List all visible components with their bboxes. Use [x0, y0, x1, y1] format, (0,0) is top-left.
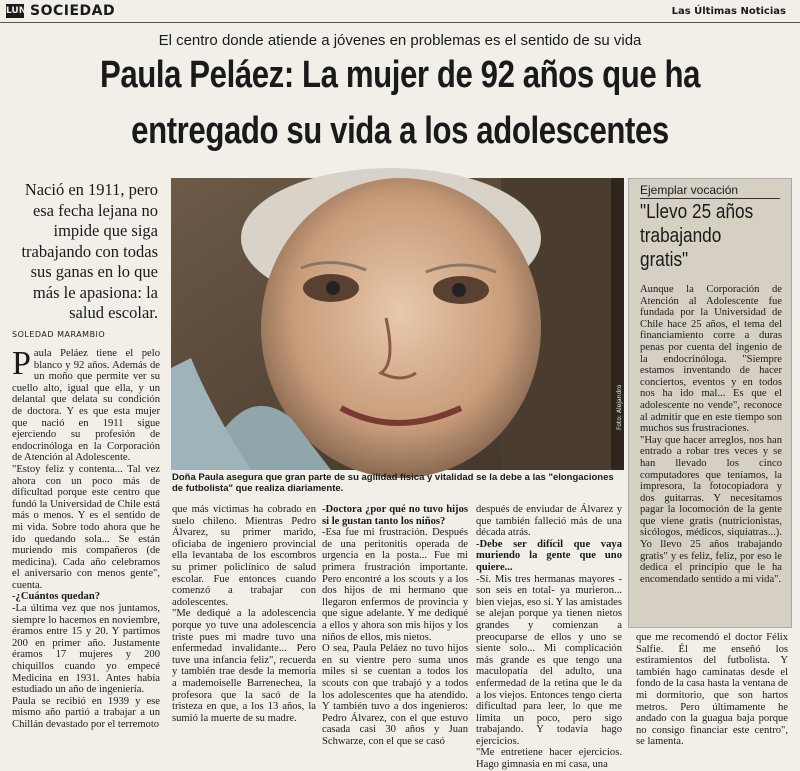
- article-deck: Nació en 1911, pero esa fecha lejana no impide que siga trabajando con todas sus ganas en lo que más le apasiona: la salud escolar.: [21, 180, 158, 322]
- article-column-1: [12, 345, 160, 748]
- portrait-illustration: [171, 178, 624, 470]
- article-paragraph: [12, 345, 160, 464]
- portrait-photo: [171, 178, 624, 470]
- article-paragraph: Paula se recibió en 1939 y ese mismo año partió a trabajar a un Chillán devastado por el terremoto: [12, 695, 160, 730]
- section-name: SOCIEDAD: [30, 3, 116, 19]
- newspaper-logo: LUN: [6, 6, 27, 16]
- article-paragraph: "Estoy feliz y contenta... Tal vez ahora con un poco más de dificultad porque este centro que fundó la Universidad de Chile está más o menos. Y es el sentido de mi vida. Sobre todo ahora que he ido quedando sola... Se están muriendo mis compañeros (de medicina). Cada año celebramos el aniversario con menos gente", cuenta.: [12, 463, 160, 591]
- article-column-4: [476, 504, 622, 771]
- article-paragraph: O sea, Paula Peláez no tuvo hijos en su vientre pero suma unos miles si se cuentan a todos los scouts con que trabajó y a todos los adolescentes que ha atendido. Y también tuvo a dos ingenieros: Pedro Álvarez, con el que estuvo casada casi 30 años y Juan Schwarze, con el que se casó: [322, 643, 468, 747]
- article-paragraph: "Me entretiene hacer ejercicios. Hago gimnasia en mi casa, una: [476, 747, 622, 771]
- headline-line-2: entregado su vida a los adolescentes: [131, 110, 669, 152]
- interview-question: -Debe ser difícil que vaya muriendo la gente que uno quiere...: [476, 538, 622, 573]
- sidebar-paragraph: Aunque la Corporación de Atención al Adolescente fue fundada por la Universidad de Chile hace 25 años, el tema del financiamiento corre a duras penas por cuenta del ingenio de la endocrinóloga. "Siempre estamos inventando de hacer conciertos, eventos y en todos nos ha ido mal... Es que el adolescente no vende", reconoce al admitir que en este tiempo son muchos sus frustraciones.: [640, 284, 782, 435]
- article-paragraph: "Me dediqué a la adolescencia porque yo tuve una adolescencia triste pues mi madre tuvo una enfermedad invalidante... Pero tuve una infancia feliz", recuerda y también trae desde la memoria a mademoiselle Barrenechea, la profesora que la sacó de la tristeza en que, a los 13 años, la sumió la muerte de su madre.: [172, 608, 316, 724]
- newspaper-name: Las Últimas Noticias: [671, 6, 786, 17]
- article-paragraph: después de enviudar de Álvarez y que también falleció más de una década atrás.: [476, 504, 622, 539]
- byline: SOLEDAD MARAMBIO: [12, 330, 106, 339]
- interview-question: -Doctora ¿por qué no tuvo hijos si le gustan tanto los niños?: [322, 504, 468, 527]
- sidebar-body: [640, 284, 782, 624]
- sidebar-kicker: Ejemplar vocación: [640, 183, 780, 199]
- article-paragraph: -Esa fue mi frustración. Después de una peritonitis operada de urgencia en la posta... Fue mi primera frustración importante. Pero encontré a los scouts y a los dos hijos de mi hermano que llegaron enfermos de provincia y que sigue adelante. Y me dediqué a ellos y ahora son mis hijos y los niños de ellos, mis nietos.: [322, 527, 468, 643]
- article-column-2: [172, 504, 316, 750]
- article-paragraph: que me recomendó el doctor Félix Salfie. Él me enseñó los estiramientos del futbolista. Y también hago caminatas desde el fondo de la casa hasta la ventana de mi dormitorio, que son hartos metros. Pero últimamente he andado con la guagua baja porque no consigo financiar este centro", se lamenta.: [636, 632, 788, 748]
- headline-line-1: Paula Peláez: La mujer de 92 años que ha: [99, 54, 701, 96]
- article-paragraph: que más víctimas ha cobrado en suelo chileno. Mientras Pedro Álvarez, su primer marido, oficiaba de ingeniero provincial ella levantaba de los escombros su primer policlínico de salud escolar. Fue entonces cuando comenzó a trabajar con adolescentes.: [172, 504, 316, 608]
- headline-kicker: El centro donde atiende a jóvenes en problemas es el sentido de su vida: [158, 32, 642, 49]
- paragraph-text: aula Peláez tiene el pelo blanco y 92 años. Además de un moño que permite ver su cuello alto, igual que ella, y un delantal que delata su condición de doctora. Y es que esta mujer que nació en 1911 sigue ejerciendo su profesión de endocrinóloga en la Corporación de Atención al Adolescente.: [12, 348, 160, 464]
- sidebar-title: "Llevo 25 años trabajando gratis": [640, 201, 754, 271]
- drop-cap: P: [12, 345, 31, 382]
- article-paragraph: -La última vez que nos juntamos, siempre lo hacemos en noviembre, éramos entre 15 y 20. Y partimos 200 en primer año. Justamente éramos 17 mujeres y 200 chiquillos cuando yo empecé Medicina en 1931. Antes había estudiado un año de ingeniería.: [12, 603, 160, 696]
- sidebar-paragraph: "Hay que hacer arreglos, nos han entrado a robar tres veces y se han llevado los cinco computadores que teníamos, la impresora, la fotocopiadora y dos guitarras. Y necesitamos pagar la locomoción de la gente que viene gratis (nutricionistas, sicólogos, médicos, siquiatras...). Yo llevo 25 años trabajando gratis" y es feliz, feliz, por eso le dedica el principio que le ha encomendado sentido a mi vida".: [640, 434, 782, 585]
- photo-caption: Doña Paula asegura que gran parte de su agilidad física y vitalidad se la debe a las "elongaciones de futbolista" que realiza diariamente.: [172, 472, 614, 494]
- interview-question: -¿Cuántos quedan?: [12, 591, 101, 603]
- article-column-5: [636, 632, 788, 750]
- article-paragraph: -Sí. Mis tres hermanas mayores -son seis en total- ya murieron... bien viejas, eso sí. Y las amistades se alejan porque ya tienen nietos grandes y comienzan a preocuparse de ellos y uno se siente solo... Mi complicación más grande es que tengo una maculopatía del adulto, una enfermedad de la retina que le da a los viejos. Entonces tengo cierta dificultad para leer, lo que me limita un poco, pero sigo trabajando. Y todavía hago ejercicios.: [476, 573, 622, 747]
- photo-credit: Foto: Alejandro: [616, 384, 623, 430]
- article-column-3: [322, 504, 468, 750]
